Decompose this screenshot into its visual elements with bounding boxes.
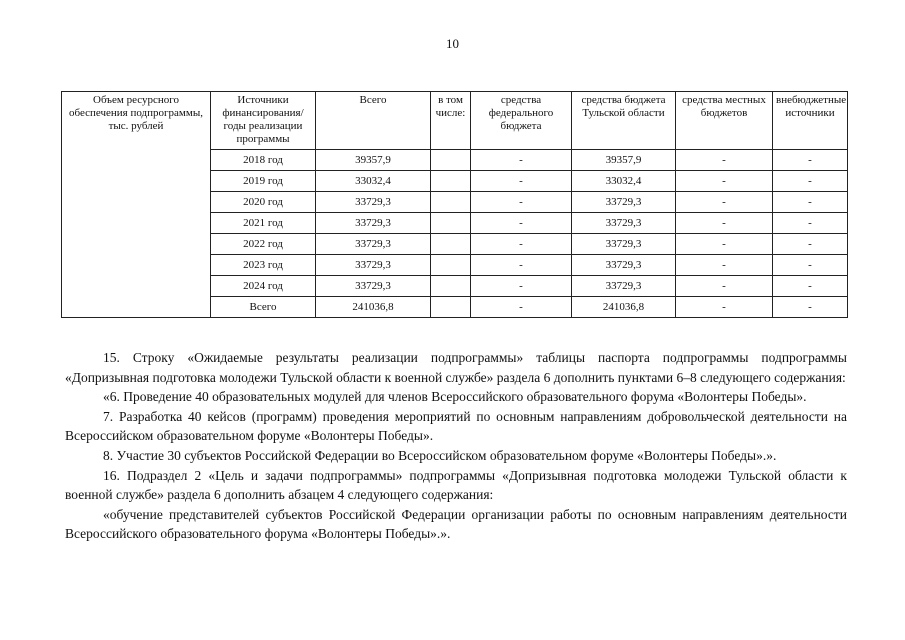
cell-blank [62, 150, 211, 171]
funding-table [61, 91, 848, 318]
cell-extra: - [773, 150, 848, 171]
cell-including [431, 150, 471, 171]
cell-total: 33032,4 [316, 171, 431, 192]
cell-year: 2023 год [211, 255, 316, 276]
cell-extra: - [773, 255, 848, 276]
cell-total: 33729,3 [316, 234, 431, 255]
cell-local: - [676, 192, 773, 213]
cell-regional: 33729,3 [572, 213, 676, 234]
cell-local: - [676, 276, 773, 297]
paragraph: «6. Проведение 40 образовательных модулей для членов Всероссийского образовательного форума «Волонтеры Победы». [103, 389, 807, 405]
header-resource-volume: Объем ресурсного обеспечения подпрограммы, тыс. рублей [62, 92, 211, 150]
cell-local: - [676, 234, 773, 255]
header-total: Всего [316, 92, 431, 150]
cell-local: - [676, 255, 773, 276]
cell-including [431, 234, 471, 255]
cell-regional: 33729,3 [572, 255, 676, 276]
cell-local: - [676, 150, 773, 171]
paragraph: 7. Разработка 40 кейсов (программ) проведения мероприятий по основным направлениям добровольческой деятельности на Всероссийском образовательном форуме «Волонтеры Победы». [65, 408, 847, 444]
cell-extra: - [773, 213, 848, 234]
cell-federal: - [471, 276, 572, 297]
cell-total: 33729,3 [316, 276, 431, 297]
table-row [62, 255, 848, 276]
cell-extra: - [773, 234, 848, 255]
cell-blank [62, 192, 211, 213]
paragraph: 16. Подраздел 2 «Цель и задачи подпрограммы» подпрограммы «Допризывная подготовка молодежи Тульской области к военной службе» раздела 6 дополнить абзацем 4 следующего содержания: [65, 467, 847, 503]
header-including: в том числе: [431, 92, 471, 150]
cell-blank [62, 171, 211, 192]
cell-local: - [676, 213, 773, 234]
header-extra: внебюджетные источники [773, 92, 848, 150]
cell-total: 33729,3 [316, 255, 431, 276]
cell-including [431, 276, 471, 297]
cell-year: 2019 год [211, 171, 316, 192]
table-header-row [62, 92, 848, 150]
paragraph: 8. Участие 30 субъектов Российской Федерации во Всероссийском образовательном форуме «Волонтеры Победы».». [103, 447, 777, 463]
table-row [62, 276, 848, 297]
table-row [62, 171, 848, 192]
cell-local: - [676, 171, 773, 192]
cell-blank [62, 276, 211, 297]
cell-year: 2022 год [211, 234, 316, 255]
header-sources: Источники финансирования/ годы реализации программы [211, 92, 316, 150]
body-text [65, 348, 847, 544]
cell-regional: 33729,3 [572, 234, 676, 255]
cell-federal: - [471, 234, 572, 255]
cell-including [431, 255, 471, 276]
table-row [62, 234, 848, 255]
cell-regional: 33729,3 [572, 276, 676, 297]
cell-extra: - [773, 276, 848, 297]
header-local: средства местных бюджетов [676, 92, 773, 150]
cell-extra: - [773, 171, 848, 192]
cell-total: 241036,8 [316, 297, 431, 318]
table-row [62, 192, 848, 213]
cell-including [431, 213, 471, 234]
cell-federal: - [471, 213, 572, 234]
cell-federal: - [471, 255, 572, 276]
cell-year: Всего [211, 297, 316, 318]
cell-regional: 39357,9 [572, 150, 676, 171]
table-row [62, 213, 848, 234]
cell-federal: - [471, 171, 572, 192]
table-row [62, 297, 848, 318]
cell-total: 33729,3 [316, 213, 431, 234]
cell-blank [62, 255, 211, 276]
cell-regional: 33729,3 [572, 192, 676, 213]
cell-blank [62, 297, 211, 318]
page-number: 10 [446, 36, 459, 51]
cell-year: 2024 год [211, 276, 316, 297]
cell-year: 2020 год [211, 192, 316, 213]
cell-regional: 33032,4 [572, 171, 676, 192]
cell-extra: - [773, 192, 848, 213]
cell-total: 39357,9 [316, 150, 431, 171]
cell-federal: - [471, 192, 572, 213]
cell-including [431, 171, 471, 192]
table-row [62, 150, 848, 171]
cell-local: - [676, 297, 773, 318]
cell-blank [62, 234, 211, 255]
header-regional: средства бюджета Тульской области [572, 92, 676, 150]
cell-year: 2021 год [211, 213, 316, 234]
cell-extra: - [773, 297, 848, 318]
cell-blank [62, 213, 211, 234]
cell-year: 2018 год [211, 150, 316, 171]
paragraph: 15. Строку «Ожидаемые результаты реализации подпрограммы» таблицы паспорта подпрограммы подпрограммы «Допризывная подготовка молодежи Тульской области к военной службе» раздела 6 дополнить пунктами 6–8 следующего содержания: [65, 350, 847, 385]
cell-regional: 241036,8 [572, 297, 676, 318]
cell-total: 33729,3 [316, 192, 431, 213]
cell-federal: - [471, 150, 572, 171]
header-federal: средства федерального бюджета [471, 92, 572, 150]
cell-federal: - [471, 297, 572, 318]
cell-including [431, 297, 471, 318]
paragraph: «обучение представителей субъектов Российской Федерации организации работы по основным направлениям деятельности Всероссийского образовательного форума «Волонтеры Победы».». [65, 506, 847, 542]
cell-including [431, 192, 471, 213]
